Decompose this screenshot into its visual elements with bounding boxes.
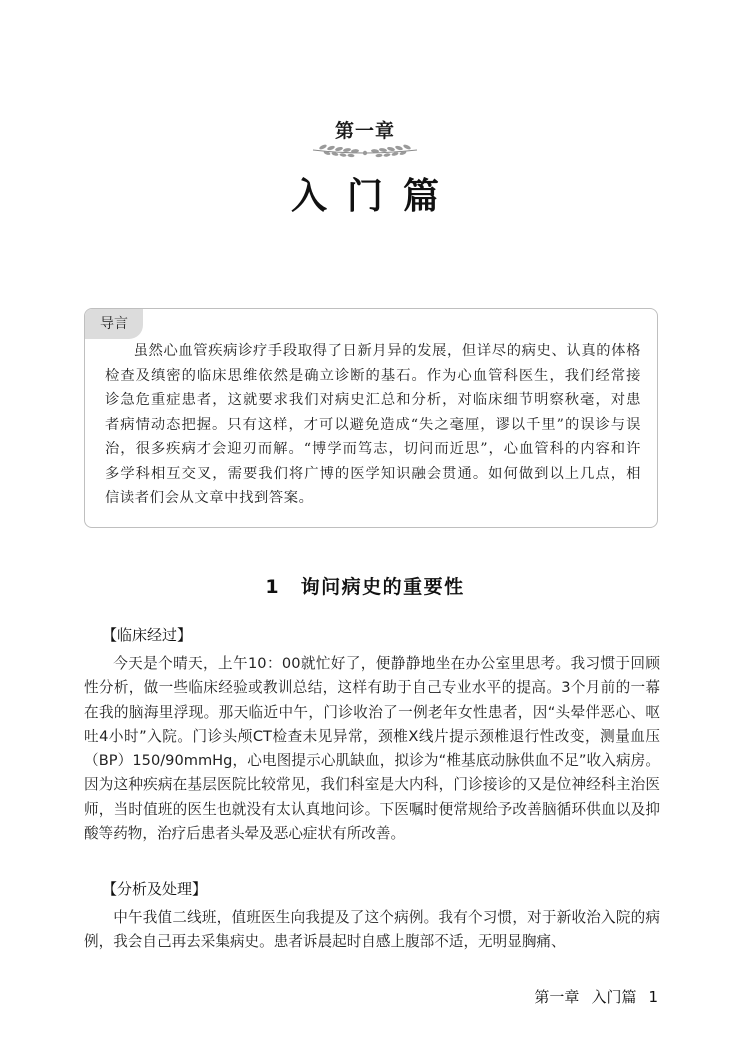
chapter-label: 第一章 <box>334 120 395 142</box>
footer-title: 入门篇 <box>591 988 637 1006</box>
chapter-title: 入门篇 <box>290 176 459 217</box>
intro-box <box>84 308 658 528</box>
laurel-ornament-icon <box>305 136 425 162</box>
intro-text: 虽然心血管疾病诊疗手段取得了日新月异的发展，但详尽的病史、认真的体格检查及缜密的临床思维依然是确立诊断的基石。作为心血管科医生，我们经常接诊急危重症患者，这就要求我们对病史汇总和分析，对临床细节明察秋毫，对患者病情动态把握。只有这样，才可以避免造成“失之毫厘，谬以千里”的误诊与误治，很多疾病才会迎刃而解。“博学而笃志，切问而近思”，心血管科的内容和许多学科相互交叉，需要我们将广博的医学知识融会贯通。如何做到以上几点，相信读者们会从文章中找到答案。 <box>105 343 641 506</box>
body-paragraph-analysis: 中午我值二线班，值班医生向我提及了这个病例。我有个习惯，对于新收治入院的病例，我会自己再去采集病史。患者诉晨起时自感上腹部不适，无明显胸痛、 <box>84 909 660 951</box>
page-number: 1 <box>648 988 658 1006</box>
subhead-analysis: 【分析及处理】 <box>102 880 208 898</box>
body-paragraph-clinical-course: 今天是个晴天，上午10：00就忙好了，便静静地坐在办公室里思考。我习惯于回顾性分析，做一些临床经验或教训总结，这样有助于自己专业水平的提高。3个月前的一幕在我的脑海里浮现。那天临近中午，门诊收治了一例老年女性患者，因“头晕伴恶心、呕吐4小时”入院。门诊头颅CT检查未见异常，颈椎X线片提示颈椎退行性改变，测量血压（BP）150/90mmHg，心电图提示心肌缺血，拟诊为“椎基底动脉供血不足”收入病房。因为这种疾病在基层医院比较常见，我们科室是大内科，门诊接诊的又是位神经科主治医师，当时值班的医生也就没有太认真地问诊。下医嘱时便常规给予改善脑循环供血以及抑酸等药物，治疗后患者头晕及恶心症状有所改善。 <box>84 655 660 843</box>
page-footer <box>534 986 658 1007</box>
section-title: 1 询问病史的重要性 <box>265 576 465 598</box>
intro-tag: 导言 <box>85 309 143 339</box>
subhead-clinical-course: 【临床经过】 <box>102 626 193 644</box>
footer-chapter: 第一章 <box>534 988 580 1006</box>
